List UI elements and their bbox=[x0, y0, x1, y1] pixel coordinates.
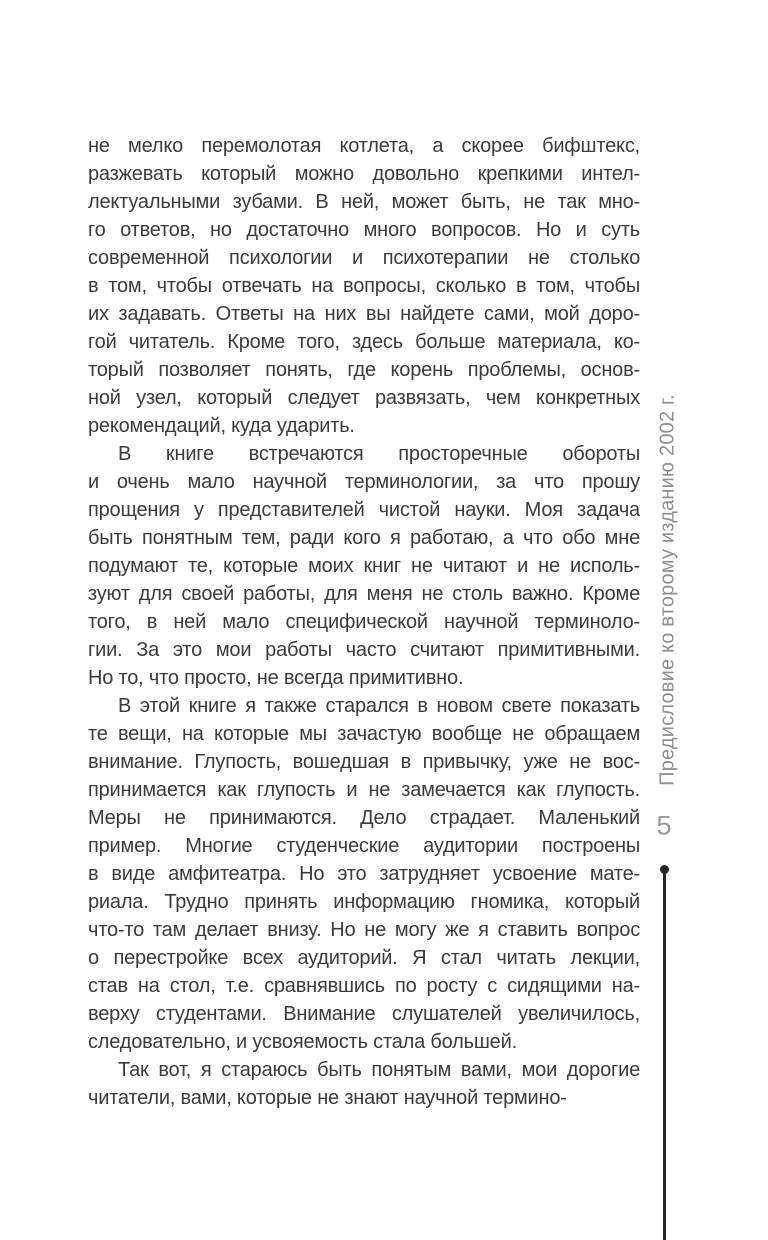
sidebar-vertical-title: Предисловие ко второму изданию 2002 г. bbox=[656, 394, 679, 786]
text-line: Меры не принимаются. Дело страдает. Маленький bbox=[88, 807, 640, 829]
text-line: лектуальными зубами. В ней, может быть, не так мно- bbox=[88, 191, 640, 213]
text-line: быть понятным тем, ради кого я работаю, а что обо мне bbox=[88, 527, 640, 549]
text-line: подумают те, которые моих книг не читают и не исполь- bbox=[88, 555, 640, 577]
text-line: в том, чтобы отвечать на вопросы, сколько в том, чтобы bbox=[88, 275, 640, 297]
text-line: рекомендаций, куда ударить. bbox=[88, 415, 355, 437]
text-line: следовательно, и усвояемость стала большей. bbox=[88, 1031, 517, 1053]
text-line: в виде амфитеатра. Но это затрудняет усвоение мате- bbox=[88, 863, 640, 885]
paragraph bbox=[88, 132, 640, 440]
text-line: не мелко перемолотая котлета, а скорее бифштекс, bbox=[88, 135, 640, 157]
text-line: Но то, что просто, не всегда примитивно. bbox=[88, 667, 464, 689]
text-line: внимание. Глупость, вошедшая в привычку, уже не вос- bbox=[88, 751, 640, 773]
text-line: те вещи, на которые мы зачастую вообще не обращаем bbox=[88, 723, 640, 745]
margin-rule-line bbox=[663, 869, 666, 1240]
body-text-column bbox=[88, 132, 640, 1112]
text-line: зуют для своей работы, для меня не столь важно. Кроме bbox=[88, 583, 640, 605]
text-line: разжевать который можно довольно крепкими интел- bbox=[88, 163, 640, 185]
text-line: Так вот, я стараюсь быть понятым вами, мои дорогие bbox=[118, 1059, 640, 1081]
text-line: ной узел, который следует развязать, чем конкретных bbox=[88, 387, 640, 409]
text-line: гой читатель. Кроме того, здесь больше материала, ко- bbox=[88, 331, 640, 353]
text-line: торый позволяет понять, где корень проблемы, основ- bbox=[88, 359, 640, 381]
text-line: риала. Трудно принять информацию гномика, который bbox=[88, 891, 640, 913]
paragraph bbox=[88, 1056, 640, 1112]
text-line: верху студентами. Внимание слушателей увеличилось, bbox=[88, 1003, 640, 1025]
text-line: современной психологии и психотерапии не столько bbox=[88, 247, 640, 269]
text-line: их задавать. Ответы на них вы найдете сами, мой доро- bbox=[88, 303, 640, 325]
text-line: принимается как глупость и не замечается как глупость. bbox=[88, 779, 640, 801]
text-line: став на стол, т.е. сравнявшись по росту с сидящими на- bbox=[88, 975, 640, 997]
text-line: прощения у представителей чистой науки. Моя задача bbox=[88, 499, 640, 521]
text-line: пример. Многие студенческие аудитории построены bbox=[88, 835, 640, 857]
text-line: и очень мало научной терминологии, за что прошу bbox=[88, 471, 640, 493]
text-line: го ответов, но достаточно много вопросов. Но и суть bbox=[88, 219, 640, 241]
text-line: читатели, вами, которые не знают научной термино- bbox=[88, 1087, 567, 1109]
paragraph bbox=[88, 440, 640, 692]
text-line: о перестройке всех аудиторий. Я стал читать лекции, bbox=[88, 947, 640, 969]
page-number: 5 bbox=[656, 810, 672, 841]
text-line: того, в ней мало специфической научной терминоло- bbox=[88, 611, 640, 633]
text-line: В этой книге я также старался в новом свете показать bbox=[118, 695, 640, 717]
text-line: гии. За это мои работы часто считают примитивными. bbox=[88, 639, 640, 661]
text-line: В книге встречаются просторечные обороты bbox=[118, 443, 640, 465]
text-line: что-то там делает внизу. Но не могу же я ставить вопрос bbox=[88, 919, 640, 941]
paragraph bbox=[88, 692, 640, 1056]
